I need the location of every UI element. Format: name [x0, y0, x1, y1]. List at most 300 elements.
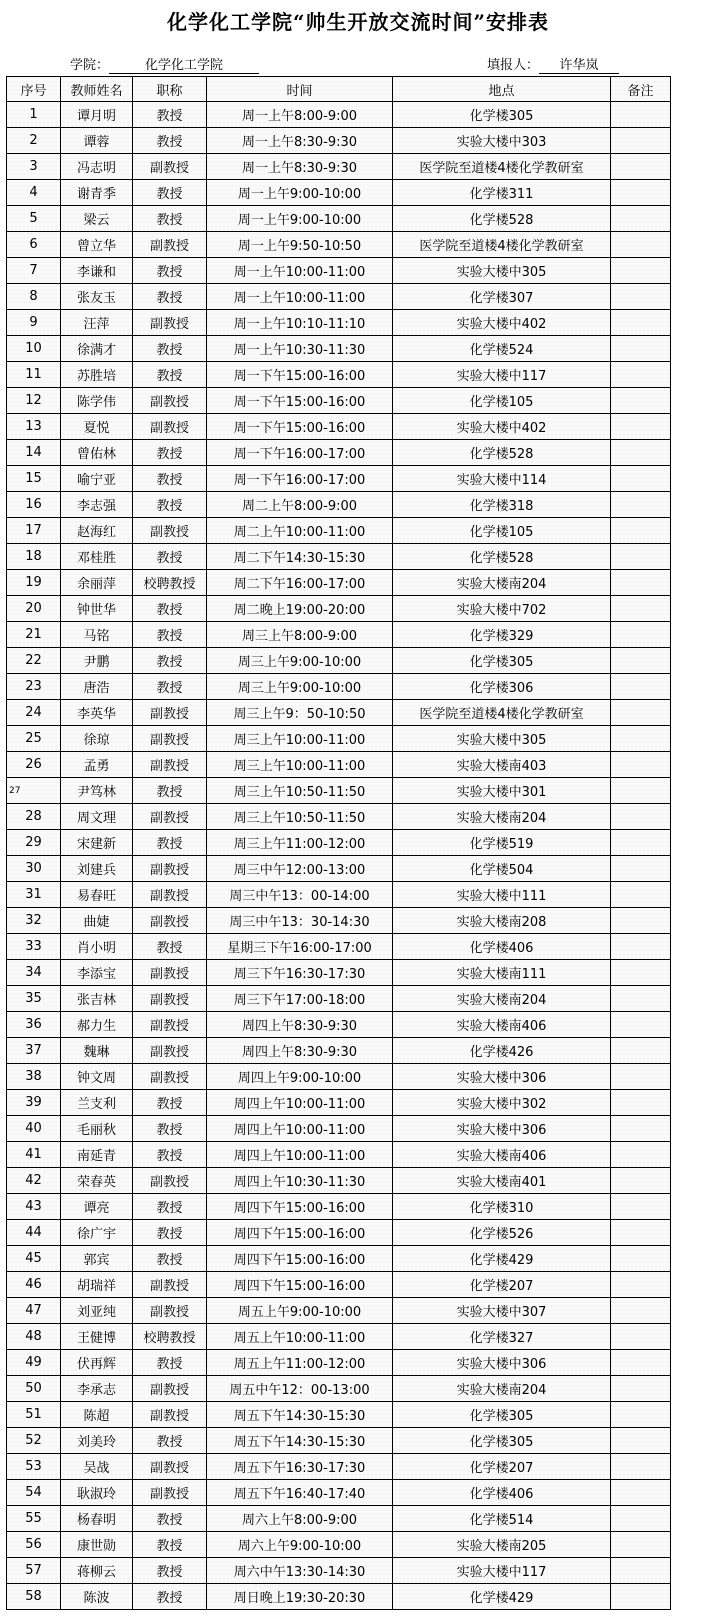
cell-seq: 3 [7, 154, 61, 180]
cell-seq: 9 [7, 310, 61, 336]
cell-time: 星期三下午16:00-17:00 [207, 934, 393, 960]
cell-remarks [611, 1142, 671, 1168]
cell-name: 刘美玲 [61, 1428, 133, 1454]
cell-title: 教授 [133, 648, 207, 674]
cell-location: 化学楼327 [393, 1324, 611, 1350]
cell-remarks [611, 934, 671, 960]
table-row [7, 128, 671, 154]
cell-remarks [611, 596, 671, 622]
cell-location: 化学楼504 [393, 856, 611, 882]
table-row [7, 804, 671, 830]
cell-time: 周三下午17:00-18:00 [207, 986, 393, 1012]
table-row [7, 1142, 671, 1168]
cell-location: 化学楼105 [393, 388, 611, 414]
cell-name: 李添宝 [61, 960, 133, 986]
cell-seq: 46 [7, 1272, 61, 1298]
cell-location: 化学楼524 [393, 336, 611, 362]
cell-time: 周四上午10:00-11:00 [207, 1090, 393, 1116]
cell-name: 唐浩 [61, 674, 133, 700]
cell-seq: 39 [7, 1090, 61, 1116]
cell-title: 副教授 [133, 154, 207, 180]
cell-title: 教授 [133, 440, 207, 466]
cell-time: 周三上午10:50-11:50 [207, 804, 393, 830]
cell-title: 副教授 [133, 232, 207, 258]
table-row [7, 1584, 671, 1610]
cell-title: 副教授 [133, 1012, 207, 1038]
cell-seq: 33 [7, 934, 61, 960]
table-body [7, 102, 671, 1610]
table-row [7, 570, 671, 596]
cell-time: 周五上午11:00-12:00 [207, 1350, 393, 1376]
header-cell-remarks: 备注 [611, 77, 671, 102]
cell-seq: 49 [7, 1350, 61, 1376]
cell-title: 教授 [133, 466, 207, 492]
cell-location: 化学楼305 [393, 102, 611, 128]
college-value: 化学化工学院 [109, 58, 259, 74]
schedule-table [6, 76, 671, 1610]
table-row [7, 648, 671, 674]
cell-seq: 53 [7, 1454, 61, 1480]
cell-name: 蒋柳云 [61, 1558, 133, 1584]
cell-seq: 5 [7, 206, 61, 232]
cell-name: 胡瑞祥 [61, 1272, 133, 1298]
cell-seq: 28 [7, 804, 61, 830]
cell-remarks [611, 102, 671, 128]
cell-title: 副教授 [133, 1298, 207, 1324]
cell-seq: 58 [7, 1584, 61, 1610]
cell-title: 副教授 [133, 414, 207, 440]
cell-title: 教授 [133, 1142, 207, 1168]
cell-title: 教授 [133, 180, 207, 206]
table-row [7, 1298, 671, 1324]
cell-name: 冯志明 [61, 154, 133, 180]
table-row [7, 310, 671, 336]
cell-seq: 54 [7, 1480, 61, 1506]
cell-name: 南延青 [61, 1142, 133, 1168]
cell-remarks [611, 206, 671, 232]
cell-remarks [611, 1402, 671, 1428]
cell-remarks [611, 726, 671, 752]
cell-remarks [611, 310, 671, 336]
table-row [7, 1558, 671, 1584]
cell-name: 周文理 [61, 804, 133, 830]
cell-name: 李志强 [61, 492, 133, 518]
cell-title: 教授 [133, 1428, 207, 1454]
cell-name: 荣春英 [61, 1168, 133, 1194]
cell-location: 实验大楼中303 [393, 128, 611, 154]
table-row [7, 726, 671, 752]
cell-title: 教授 [133, 1584, 207, 1610]
table-row [7, 1532, 671, 1558]
college-label: 学院： [70, 58, 110, 73]
cell-location: 化学楼514 [393, 1506, 611, 1532]
cell-remarks [611, 154, 671, 180]
cell-seq: 2 [7, 128, 61, 154]
cell-remarks [611, 778, 671, 804]
table-row [7, 1090, 671, 1116]
cell-name: 李承志 [61, 1376, 133, 1402]
cell-remarks [611, 1012, 671, 1038]
table-row [7, 622, 671, 648]
header-cell-location: 地点 [393, 77, 611, 102]
cell-seq: 26 [7, 752, 61, 778]
cell-time: 周五上午10:00-11:00 [207, 1324, 393, 1350]
cell-title: 教授 [133, 622, 207, 648]
cell-seq: 30 [7, 856, 61, 882]
cell-location: 化学楼329 [393, 622, 611, 648]
cell-name: 汪萍 [61, 310, 133, 336]
cell-time: 周四上午8:30-9:30 [207, 1012, 393, 1038]
cell-name: 邓桂胜 [61, 544, 133, 570]
cell-remarks [611, 1350, 671, 1376]
cell-remarks [611, 258, 671, 284]
table-row [7, 388, 671, 414]
cell-seq: 7 [7, 258, 61, 284]
cell-seq: 18 [7, 544, 61, 570]
cell-seq: 50 [7, 1376, 61, 1402]
table-row [7, 1506, 671, 1532]
cell-title: 教授 [133, 1532, 207, 1558]
table-row [7, 830, 671, 856]
cell-remarks [611, 570, 671, 596]
cell-title: 教授 [133, 674, 207, 700]
cell-time: 周六上午9:00-10:00 [207, 1532, 393, 1558]
cell-location: 化学楼318 [393, 492, 611, 518]
table-row [7, 778, 671, 804]
cell-location: 实验大楼中117 [393, 362, 611, 388]
cell-seq: 12 [7, 388, 61, 414]
cell-remarks [611, 362, 671, 388]
cell-location: 实验大楼中302 [393, 1090, 611, 1116]
cell-seq: 20 [7, 596, 61, 622]
table-row [7, 1402, 671, 1428]
cell-time: 周二上午10:00-11:00 [207, 518, 393, 544]
cell-name: 谭蓉 [61, 128, 133, 154]
cell-remarks [611, 180, 671, 206]
cell-title: 副教授 [133, 908, 207, 934]
cell-title: 副教授 [133, 1376, 207, 1402]
cell-title: 教授 [133, 362, 207, 388]
page-footer-area [0, 1612, 716, 1620]
cell-seq: 38 [7, 1064, 61, 1090]
cell-remarks [611, 1480, 671, 1506]
cell-location: 化学楼406 [393, 1480, 611, 1506]
header-cell-seq: 序号 [7, 77, 61, 102]
cell-seq: 56 [7, 1532, 61, 1558]
cell-title: 教授 [133, 258, 207, 284]
cell-title: 教授 [133, 102, 207, 128]
table-row [7, 1324, 671, 1350]
cell-remarks [611, 1116, 671, 1142]
cell-seq: 27 [7, 778, 61, 804]
cell-location: 实验大楼中301 [393, 778, 611, 804]
cell-time: 周一上午9:50-10:50 [207, 232, 393, 258]
table-row [7, 596, 671, 622]
cell-name: 易春旺 [61, 882, 133, 908]
cell-title: 副教授 [133, 1038, 207, 1064]
cell-seq: 11 [7, 362, 61, 388]
cell-title: 教授 [133, 1090, 207, 1116]
cell-title: 副教授 [133, 882, 207, 908]
cell-remarks [611, 128, 671, 154]
cell-remarks [611, 1584, 671, 1610]
cell-remarks [611, 1272, 671, 1298]
cell-time: 周二上午8:00-9:00 [207, 492, 393, 518]
cell-title: 教授 [133, 778, 207, 804]
cell-remarks [611, 336, 671, 362]
cell-time: 周四上午10:30-11:30 [207, 1168, 393, 1194]
cell-time: 周一上午9:00-10:00 [207, 206, 393, 232]
cell-time: 周四下午15:00-16:00 [207, 1194, 393, 1220]
cell-remarks [611, 1428, 671, 1454]
header-row [7, 77, 671, 102]
cell-seq: 29 [7, 830, 61, 856]
cell-title: 校聘教授 [133, 570, 207, 596]
cell-location: 实验大楼中306 [393, 1350, 611, 1376]
cell-seq: 35 [7, 986, 61, 1012]
cell-location: 化学楼426 [393, 1038, 611, 1064]
cell-remarks [611, 466, 671, 492]
cell-title: 副教授 [133, 1454, 207, 1480]
cell-name: 吴战 [61, 1454, 133, 1480]
table-row [7, 1480, 671, 1506]
cell-time: 周一下午15:00-16:00 [207, 388, 393, 414]
cell-remarks [611, 1168, 671, 1194]
table-row [7, 1168, 671, 1194]
cell-title: 副教授 [133, 1402, 207, 1428]
cell-time: 周三上午9:00-10:00 [207, 648, 393, 674]
table-row [7, 544, 671, 570]
table-row [7, 908, 671, 934]
cell-title: 副教授 [133, 310, 207, 336]
cell-seq: 13 [7, 414, 61, 440]
cell-time: 周二晚上19:00-20:00 [207, 596, 393, 622]
reporter-value: 许华岚 [539, 58, 619, 74]
cell-remarks [611, 1558, 671, 1584]
cell-name: 郭宾 [61, 1246, 133, 1272]
cell-location: 化学楼310 [393, 1194, 611, 1220]
cell-name: 梁云 [61, 206, 133, 232]
cell-remarks [611, 1064, 671, 1090]
cell-name: 郝力生 [61, 1012, 133, 1038]
cell-name: 曾佑林 [61, 440, 133, 466]
cell-name: 张吉林 [61, 986, 133, 1012]
cell-time: 周四上午9:00-10:00 [207, 1064, 393, 1090]
cell-remarks [611, 1506, 671, 1532]
cell-remarks [611, 518, 671, 544]
table-row [7, 1220, 671, 1246]
cell-title: 教授 [133, 1194, 207, 1220]
table-row [7, 284, 671, 310]
cell-title: 副教授 [133, 960, 207, 986]
cell-time: 周一下午15:00-16:00 [207, 362, 393, 388]
cell-time: 周一上午10:00-11:00 [207, 284, 393, 310]
cell-location: 实验大楼南401 [393, 1168, 611, 1194]
cell-remarks [611, 1220, 671, 1246]
cell-location: 实验大楼南205 [393, 1532, 611, 1558]
table-row [7, 206, 671, 232]
cell-location: 实验大楼南208 [393, 908, 611, 934]
cell-time: 周三上午10:50-11:50 [207, 778, 393, 804]
cell-seq: 51 [7, 1402, 61, 1428]
cell-time: 周二下午16:00-17:00 [207, 570, 393, 596]
table-row [7, 414, 671, 440]
table-row [7, 752, 671, 778]
cell-location: 化学楼311 [393, 180, 611, 206]
cell-remarks [611, 440, 671, 466]
table-row [7, 102, 671, 128]
cell-seq: 14 [7, 440, 61, 466]
cell-time: 周四下午15:00-16:00 [207, 1272, 393, 1298]
table-row [7, 232, 671, 258]
cell-remarks [611, 908, 671, 934]
table-row [7, 180, 671, 206]
cell-name: 杨春明 [61, 1506, 133, 1532]
cell-time: 周二下午14:30-15:30 [207, 544, 393, 570]
cell-title: 副教授 [133, 1064, 207, 1090]
cell-location: 化学楼528 [393, 206, 611, 232]
cell-seq: 6 [7, 232, 61, 258]
header-cell-time: 时间 [207, 77, 393, 102]
reporter-field [487, 54, 619, 74]
table-row [7, 336, 671, 362]
cell-remarks [611, 1090, 671, 1116]
table-row [7, 1038, 671, 1064]
table-row [7, 882, 671, 908]
cell-remarks [611, 622, 671, 648]
cell-name: 陈学伟 [61, 388, 133, 414]
cell-remarks [611, 284, 671, 310]
cell-time: 周五上午9:00-10:00 [207, 1298, 393, 1324]
cell-seq: 21 [7, 622, 61, 648]
cell-name: 徐琼 [61, 726, 133, 752]
cell-location: 实验大楼南403 [393, 752, 611, 778]
cell-seq: 23 [7, 674, 61, 700]
cell-remarks [611, 414, 671, 440]
cell-location: 实验大楼中306 [393, 1116, 611, 1142]
cell-location: 化学楼429 [393, 1584, 611, 1610]
cell-remarks [611, 1298, 671, 1324]
cell-time: 周五下午16:30-17:30 [207, 1454, 393, 1480]
cell-seq: 22 [7, 648, 61, 674]
cell-location: 化学楼406 [393, 934, 611, 960]
cell-remarks [611, 986, 671, 1012]
cell-time: 周三上午8:00-9:00 [207, 622, 393, 648]
cell-remarks [611, 856, 671, 882]
cell-location: 化学楼306 [393, 674, 611, 700]
cell-location: 实验大楼南204 [393, 986, 611, 1012]
cell-name: 李谦和 [61, 258, 133, 284]
table-row [7, 362, 671, 388]
cell-title: 校聘教授 [133, 1324, 207, 1350]
cell-time: 周一上午8:30-9:30 [207, 128, 393, 154]
cell-time: 周三上午11:00-12:00 [207, 830, 393, 856]
cell-title: 教授 [133, 336, 207, 362]
cell-location: 化学楼105 [393, 518, 611, 544]
cell-location: 实验大楼南204 [393, 1376, 611, 1402]
cell-title: 教授 [133, 596, 207, 622]
cell-title: 教授 [133, 1558, 207, 1584]
cell-location: 实验大楼南406 [393, 1012, 611, 1038]
table-row [7, 934, 671, 960]
cell-time: 周三上午9：50-10:50 [207, 700, 393, 726]
cell-title: 教授 [133, 284, 207, 310]
cell-time: 周三中午12:00-13:00 [207, 856, 393, 882]
cell-time: 周一上午8:00-9:00 [207, 102, 393, 128]
cell-name: 李英华 [61, 700, 133, 726]
cell-time: 周一上午10:10-11:10 [207, 310, 393, 336]
cell-location: 化学楼519 [393, 830, 611, 856]
cell-location: 化学楼429 [393, 1246, 611, 1272]
cell-remarks [611, 1194, 671, 1220]
cell-location: 实验大楼中114 [393, 466, 611, 492]
cell-time: 周六上午8:00-9:00 [207, 1506, 393, 1532]
cell-location: 医学院至道楼4楼化学教研室 [393, 700, 611, 726]
cell-time: 周一上午10:30-11:30 [207, 336, 393, 362]
cell-time: 周五下午14:30-15:30 [207, 1402, 393, 1428]
cell-seq: 4 [7, 180, 61, 206]
cell-remarks [611, 544, 671, 570]
cell-time: 周四上午10:00-11:00 [207, 1142, 393, 1168]
cell-title: 教授 [133, 492, 207, 518]
cell-seq: 55 [7, 1506, 61, 1532]
cell-title: 副教授 [133, 1272, 207, 1298]
table-row [7, 1454, 671, 1480]
cell-name: 张友玉 [61, 284, 133, 310]
cell-seq: 17 [7, 518, 61, 544]
table-row [7, 700, 671, 726]
table-row [7, 492, 671, 518]
table-row [7, 1012, 671, 1038]
cell-remarks [611, 752, 671, 778]
cell-remarks [611, 232, 671, 258]
cell-time: 周五中午12：00-13:00 [207, 1376, 393, 1402]
cell-time: 周三中午13：00-14:00 [207, 882, 393, 908]
cell-location: 化学楼305 [393, 1428, 611, 1454]
cell-name: 谢青季 [61, 180, 133, 206]
table-row [7, 440, 671, 466]
cell-time: 周一上午8:30-9:30 [207, 154, 393, 180]
cell-time: 周一上午10:00-11:00 [207, 258, 393, 284]
college-field [70, 54, 259, 74]
table-row [7, 1116, 671, 1142]
cell-location: 实验大楼中702 [393, 596, 611, 622]
cell-name: 谭亮 [61, 1194, 133, 1220]
cell-remarks [611, 804, 671, 830]
cell-name: 尹笃林 [61, 778, 133, 804]
cell-name: 毛丽秋 [61, 1116, 133, 1142]
table-row [7, 154, 671, 180]
cell-title: 副教授 [133, 986, 207, 1012]
cell-title: 副教授 [133, 856, 207, 882]
cell-seq: 24 [7, 700, 61, 726]
header-cell-title: 职称 [133, 77, 207, 102]
cell-time: 周四下午15:00-16:00 [207, 1220, 393, 1246]
cell-name: 孟勇 [61, 752, 133, 778]
cell-name: 尹鹏 [61, 648, 133, 674]
cell-location: 实验大楼南406 [393, 1142, 611, 1168]
cell-remarks [611, 1038, 671, 1064]
cell-location: 实验大楼中402 [393, 310, 611, 336]
cell-seq: 31 [7, 882, 61, 908]
cell-remarks [611, 648, 671, 674]
cell-title: 教授 [133, 544, 207, 570]
cell-seq: 8 [7, 284, 61, 310]
cell-location: 实验大楼南111 [393, 960, 611, 986]
cell-remarks [611, 1324, 671, 1350]
cell-time: 周四上午8:30-9:30 [207, 1038, 393, 1064]
cell-seq: 43 [7, 1194, 61, 1220]
